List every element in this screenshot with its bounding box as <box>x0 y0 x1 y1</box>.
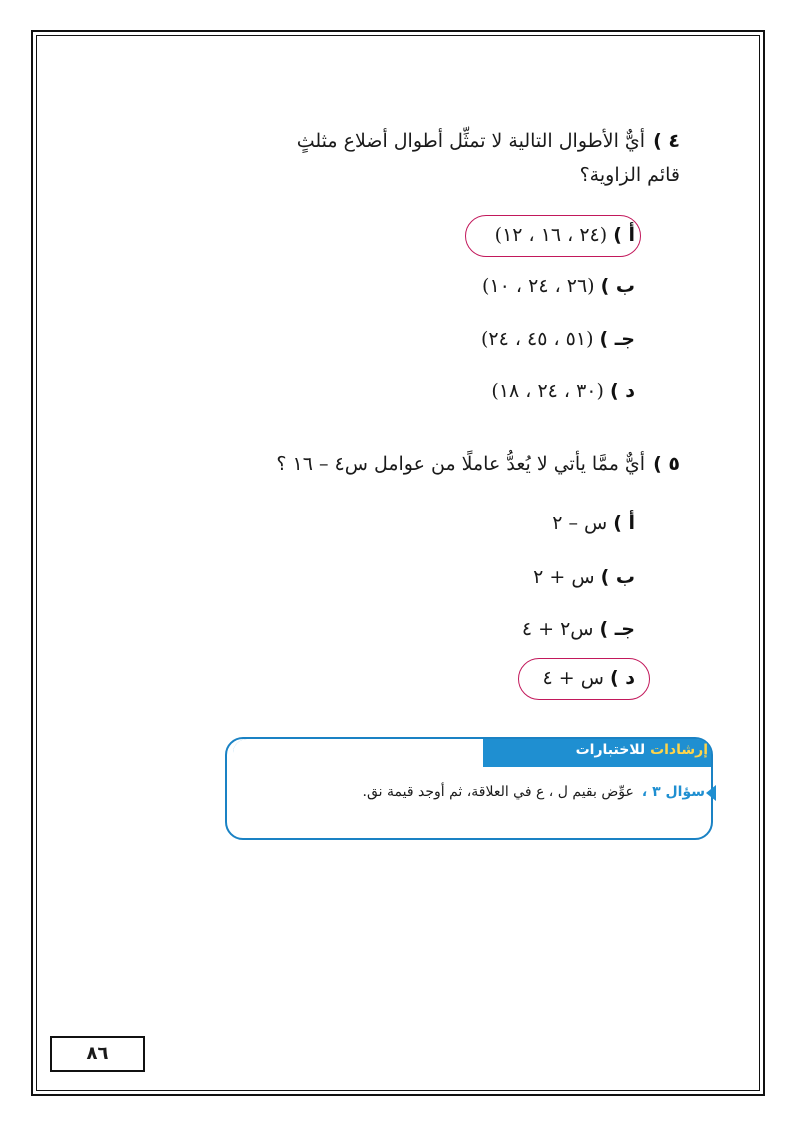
option-value: (٥١ ، ٤٥ ، ٢٤) <box>480 328 594 350</box>
question-4-number: ٤ ) <box>653 130 680 152</box>
q5-option-d[interactable] <box>543 663 635 693</box>
test-tips-label: سؤال ٣ ، <box>641 784 705 800</box>
option-value: (٣٠ ، ٢٤ ، ١٨) <box>491 380 604 402</box>
option-letter: ب ) <box>600 275 635 297</box>
test-tips-title-highlight: إرشادات <box>650 742 708 758</box>
q4-option-a[interactable] <box>495 220 635 250</box>
q4-option-c[interactable] <box>481 324 635 354</box>
option-letter: د ) <box>609 667 635 689</box>
question-5-text: أيٌّ ممَّا يأتي لا يُعدُّ عاملًا من عوامل س٤ – ١٦ ؟ <box>276 453 646 475</box>
option-value: س – ٢ <box>552 512 608 534</box>
option-value: س + ٢ <box>533 566 595 588</box>
question-4-text: أيٌّ الأطوال التالية لا تمثِّل أطوال أضلاع مثلثٍ قائم الزاوية؟ <box>296 130 680 186</box>
option-letter: أ ) <box>613 512 635 534</box>
q4-option-b[interactable] <box>482 271 635 301</box>
option-value: س + ٤ <box>542 667 604 689</box>
page-number: ٨٦ <box>50 1036 145 1072</box>
pointer-arrow-icon <box>706 785 716 801</box>
option-value: س٢ + ٤ <box>521 618 594 640</box>
option-value: (٢٤ ، ١٦ ، ١٢) <box>494 224 608 246</box>
option-value: (٢٦ ، ٢٤ ، ١٠) <box>482 275 595 297</box>
q5-option-b[interactable] <box>533 562 635 592</box>
question-5-number: ٥ ) <box>653 453 680 475</box>
option-letter: جـ ) <box>599 328 635 350</box>
test-tips-title-rest: للاختبارات <box>575 742 651 758</box>
option-letter: د ) <box>609 380 635 402</box>
question-4 <box>260 124 680 192</box>
test-tips-title <box>576 742 708 758</box>
q4-option-d[interactable] <box>491 376 635 406</box>
option-letter: ب ) <box>600 566 635 588</box>
page-border-inner <box>36 35 760 1091</box>
q5-option-a[interactable] <box>552 508 635 538</box>
option-letter: جـ ) <box>599 618 635 640</box>
q5-option-c[interactable] <box>522 614 635 644</box>
option-letter: أ ) <box>613 224 635 246</box>
question-5 <box>160 447 680 481</box>
test-tips-content <box>363 784 705 800</box>
test-tips-header-notch <box>233 739 483 767</box>
test-tips-text: عوِّض بقيم ل ، ع في العلاقة، ثم أوجد قيمة نق. <box>362 784 634 800</box>
